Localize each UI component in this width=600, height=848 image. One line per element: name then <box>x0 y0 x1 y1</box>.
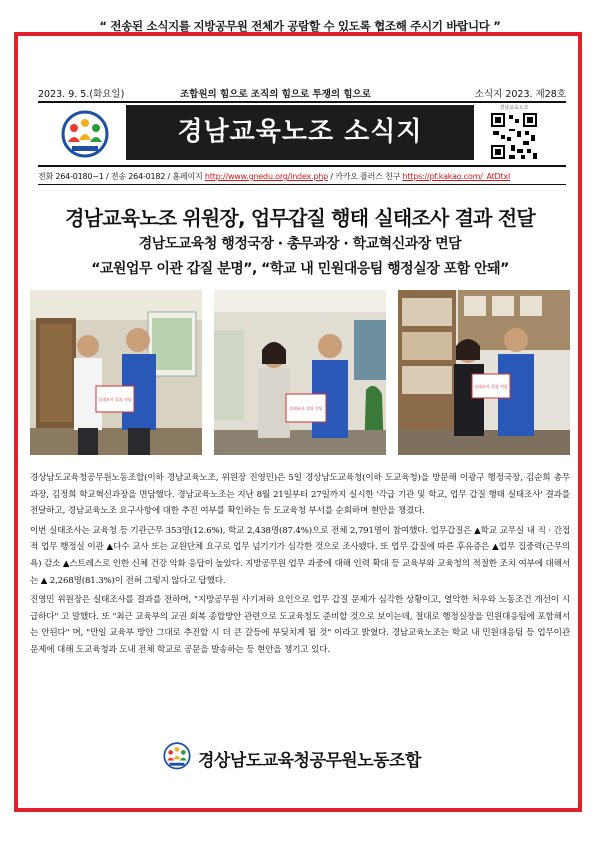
meeting-photo-2 <box>214 290 386 455</box>
qr-caption: 경남교육노조 <box>499 105 529 111</box>
homepage-link[interactable]: http://www.gnedu.org/index.php <box>204 172 329 181</box>
divider-contact <box>38 184 566 185</box>
contact-line <box>38 171 566 182</box>
article-paragraph-2: 이번 실태조사는 교육청 등 기관근무 353명(12.6%), 학교 2,438명(87.4%)으로 전체 2,791명이 참여했다. 업무갑질은 ▲학교 교무실 내 직 · 간접적 업무 행정실 이관 ▲다수 교사 또는 교원단체 요구로 업무 넘기기가 심각한 것으로 조사됐다. 또 업무 갑질에 따른 후유증은 ▲업무 집중력(근무의욕) 감소 ▲스트레스로 인한 신체 건강 악화 응답이 높았다. 지방공무원 업무 과중에 대해 인력 확대 등 교육부와 교육청의 적절한 조치 여부에 대해서는 ▲ 2,268명(81.3%)이 전혀 그렇지 않다고 답했다. <box>30 525 570 586</box>
issue-number: 소식지 2023. 제28호 <box>474 89 566 100</box>
qr-code-icon <box>489 111 539 161</box>
slogan: “ 전송된 소식지를 지방공무원 전체가 공람할 수 있도록 협조해 주시기 바랍니다 ” <box>99 19 501 33</box>
footer-org-name: 경상남도교육청공무원노동조합 <box>198 751 421 771</box>
contact-phone: 전화 264-0180~1 / 전송 264-0182 / 홈페이지 <box>38 172 203 181</box>
divider-mid <box>38 165 566 167</box>
kakao-link[interactable]: https://pf.kakao.com/_AtDtxl <box>402 172 510 181</box>
article-subheadline: 경남도교육청 행정국장 · 총무과장 · 학교혁신과장 면담 <box>138 236 462 252</box>
footer-logo-icon <box>162 742 192 772</box>
article-paragraph-1: 경상남도교육청공무원노동조합(이하 경남교육노조, 위원장 진영민)은 5일 경상남도교육청(이하 도교육청)을 방문해 이광구 행정국장, 김순희 총무과장, 김정희 학교혁신과장을 면담했다. 경남교육노조는 지난 8월 21일부터 27일까지 실시한 '각급 기관 및 학교, 업무 갑질 행태 실태조사' 결과를 전달하고, 경남교육노조 요구사항에 대한 추진 여부를 확인하는 등 도교육청 부서를 순회하며 현안을 챙겼다. <box>30 473 570 517</box>
kakao-label: / 카카오 플러스 친구 <box>328 172 401 181</box>
photo-sign-1: 실태조사 결과 전달 <box>98 397 132 402</box>
article-quote-line: “교원업무 이관 갑질 분명”, “학교 내 민원대응팀 행정실장 포함 안돼” <box>91 261 509 277</box>
divider-top <box>38 101 566 103</box>
union-logo-icon <box>60 110 110 162</box>
date-row <box>38 86 566 100</box>
photo-sign-3: 실태조사 결과 전달 <box>474 384 508 389</box>
article-paragraph-3: 진영민 위원장은 실태조사를 결과를 전하며, "지방공무원 사기저하 요인으로 업무 갑질 문제가 심각한 상황이고, 열악한 처우와 노동조건 개선이 시급하다" 고 말했다. 또 "최근 교육부의 교권 회복 종합방안 관련으로 도교육청도 준비할 것으로 보이는데, 절대로 행정실장을 민원대응팀에 포함해서는 안된다" 며, "만일 교육부 방안 그대로 추진할 시 더 큰 갈등에 부딪치게 될 것" 이라고 밝혔다. 경남교육노조는 학교 내 민원대응팀 등 업무이관 문제에 대해 도교육청과 도내 전체 학교로 공문을 발송하는 등 현안을 챙기고 있다. <box>30 595 570 655</box>
newsletter-title: 경남교육노조 소식지 <box>126 105 474 160</box>
issue-date: 2023. 9. 5.(화요일) <box>38 89 125 100</box>
qr-code[interactable] <box>486 104 542 162</box>
photo-sign-2: 실태조사 결과 전달 <box>289 406 323 411</box>
article-headline: 경남교육노조 위원장, 업무갑질 행태 실태조사 결과 전달 <box>65 206 535 230</box>
meeting-photo-1 <box>30 290 202 455</box>
footer <box>160 742 460 772</box>
article-body <box>30 470 570 662</box>
meeting-photo-3 <box>398 290 570 455</box>
motto: 조합원의 힘으로 조직의 힘으로 투쟁의 힘으로 <box>180 89 371 100</box>
